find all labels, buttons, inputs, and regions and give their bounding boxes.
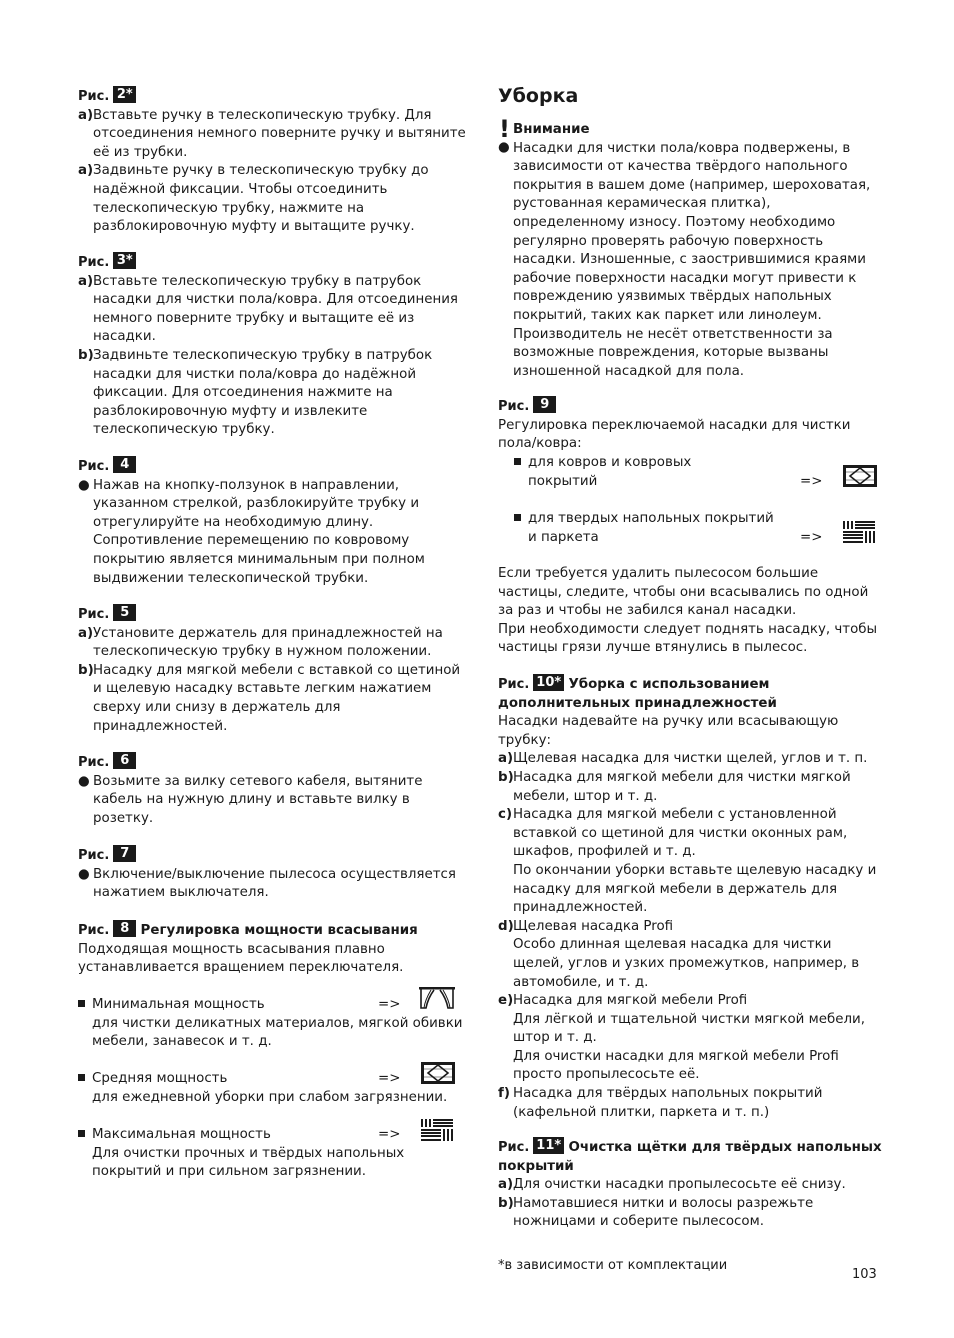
square-bullet <box>514 514 521 521</box>
figure-label: Рис. <box>498 1140 530 1155</box>
arrow-text: => <box>378 1071 401 1086</box>
figure-number-badge: 6 <box>113 752 136 769</box>
step-text: Насадка для мягкой мебели с установленной вставкой со щетиной для чистки оконных рам, шкафов, профилей и т. д. <box>513 807 848 860</box>
square-bullet <box>78 1074 85 1081</box>
step-marker: c) <box>498 807 513 823</box>
step-text: Щелевая насадка Profi <box>513 918 674 934</box>
step-text-extra: Для очистки насадки для мягкой мебели Profi просто пропылесосьте её. <box>513 1048 839 1083</box>
figure-label: Рис. <box>78 459 110 474</box>
figure-title: Регулировка мощности всасывания <box>140 923 418 938</box>
figure-number-badge: 10* <box>533 674 564 691</box>
step-marker: f) <box>498 1086 510 1102</box>
figure-11-section <box>498 1137 882 1232</box>
figure-9-section <box>498 396 882 454</box>
step-text: Щелевая насадка для чистки щелей, углов и т. п. <box>513 751 868 767</box>
step-item <box>78 273 470 347</box>
bullet-item <box>78 866 470 903</box>
figure-number-badge: 3* <box>113 252 136 269</box>
option-line-1: для ковров и ковровых <box>528 455 692 470</box>
power-level-min <box>78 996 470 1052</box>
step-item <box>498 1195 882 1232</box>
nozzle-notes <box>498 565 882 658</box>
step-item <box>78 347 470 440</box>
step-marker: a) <box>78 107 94 123</box>
step-marker: a) <box>78 163 94 179</box>
arrow-text: => <box>378 997 401 1012</box>
figure-7-section <box>78 845 470 903</box>
step-text-extra: Для лёгкой и тщательной чистки мягкой мебели, штор и т. д. <box>513 1011 865 1046</box>
figure-number-badge: 5 <box>113 604 136 621</box>
bullet-text: Нажав на кнопку-ползунок в направлении, указанном стрелкой, разблокируйте трубку и отрегулируйте на необходимую длину. Сопротивление перемещению по ковровому покрытию является минимальным при полном выдвижении телескопической трубки. <box>93 477 425 586</box>
arrow-text: => <box>800 474 823 489</box>
paragraph: При необходимости следует поднять насадку, чтобы частицы грязи лучше втянулись в пылесос. <box>498 621 878 656</box>
power-level-description: Для очистки прочных и твёрдых напольных покрытий и при сильном загрязнении. <box>92 1145 405 1180</box>
bullet-text: Возьмите за вилку сетевого кабеля, вытяните кабель на нужную длину и вставьте вилку в розетку. <box>93 773 423 826</box>
figure-number-badge: 11* <box>533 1137 564 1154</box>
bullet-text: Включение/выключение пылесоса осуществляется нажатием выключателя. <box>93 866 456 901</box>
step-text: Для очистки насадки пропылесосьте её снизу. <box>513 1177 846 1193</box>
step-text: Вставьте ручку в телескопическую трубку. Для отсоединения немного поверните ручку и вытяните её из трубки. <box>93 107 466 160</box>
section-heading: Уборка <box>498 85 579 107</box>
warning-title: Внимание <box>513 122 590 137</box>
step-item <box>498 918 882 992</box>
step-text: Намотавшиеся нитки и волосы разрежьте ножницами и соберите пылесосом. <box>513 1195 814 1230</box>
nozzle-option-hard-floor <box>498 510 874 547</box>
power-level-label: Максимальная мощность <box>92 1127 271 1142</box>
step-marker: b) <box>78 662 94 678</box>
figure-title: Уборка с использованием <box>568 677 770 692</box>
step-text: Насадка для твёрдых напольных покрытий (кафельной плитки, паркета и т. п.) <box>513 1086 823 1120</box>
bullet-item <box>78 773 470 829</box>
figure-label: Рис. <box>498 399 530 414</box>
arrow-text: => <box>800 530 823 545</box>
option-line-2: покрытий <box>528 473 598 489</box>
figure-number-badge: 8 <box>113 920 136 937</box>
figure-5-section <box>78 604 470 736</box>
option-line-2: и паркета <box>528 529 599 545</box>
figure-intro: Регулировка переключаемой насадки для чистки пола/ковра: <box>498 417 851 452</box>
step-text-extra: По окончании уборки вставьте щелевую насадку и насадку для мягкой мебели в держатель для принадлежностей. <box>513 862 877 916</box>
figure-4-section <box>78 456 470 588</box>
figure-6-section <box>78 752 470 828</box>
step-item <box>498 1085 882 1122</box>
step-marker: b) <box>498 769 514 785</box>
step-marker: e) <box>498 993 514 1009</box>
bullet-marker: ● <box>498 140 510 155</box>
figure-10-section <box>498 674 882 1122</box>
step-text: Насадка для мягкой мебели Profi <box>513 993 748 1009</box>
step-text: Насадку для мягкой мебели с вставкой со щетиной и щелевую насадку вставьте легким нажатием сверху или снизу в держатель для принадлежностей. <box>93 662 461 734</box>
step-text: Задвиньте телескопическую трубку в патрубок насадки для чистки пола/ковра до надёжной фиксации. Для отсоединения нажмите на разблокировочную муфту и извлеките телескопическую трубку. <box>93 347 433 438</box>
figure-label: Рис. <box>78 923 110 938</box>
nozzle-option-carpet <box>498 454 874 491</box>
step-text-extra: Особо длинная щелевая насадка для чистки щелей, углов и узких промежутков, например, в автомобиле, и т. д. <box>513 937 860 990</box>
step-text: Задвиньте ручку в телескопическую трубку до надёжной фиксации. Чтобы отсоединить телескопическую трубку, нажмите на разблокировочную муфту и вытащите ручку. <box>93 163 429 235</box>
step-marker: a) <box>498 1177 514 1193</box>
square-bullet <box>78 1130 85 1137</box>
step-marker: a) <box>498 751 514 767</box>
power-level-max <box>78 1126 470 1182</box>
hard-floor-icon <box>842 520 876 544</box>
figure-label: Рис. <box>78 607 110 622</box>
warning-body <box>498 121 882 381</box>
figure-title-line-2: покрытий <box>498 1158 574 1174</box>
curtain-icon <box>418 986 456 1010</box>
paragraph: Если требуется удалить пылесосом большие частицы, следите, чтобы они всасывались по одной за раз и чтобы не забился канал насадки. <box>498 566 869 619</box>
page-number: 103 <box>852 1267 877 1282</box>
step-marker: a) <box>78 625 94 641</box>
step-marker: b) <box>78 347 94 363</box>
step-marker: d) <box>498 918 514 934</box>
step-item <box>498 769 882 806</box>
step-item <box>78 625 470 662</box>
power-level-label: Минимальная мощность <box>92 997 265 1012</box>
figure-label: Рис. <box>78 89 110 104</box>
step-text: Вставьте телескопическую трубку в патрубок насадки для чистки пола/ковра. Для отсоединения немного поверните трубку и вытащите её из насадки. <box>93 273 458 345</box>
step-item <box>78 662 470 736</box>
bullet-marker: ● <box>78 477 90 493</box>
figure-number-badge: 9 <box>533 396 556 413</box>
step-marker: a) <box>78 273 94 289</box>
figure-number-badge: 7 <box>113 845 136 862</box>
bullet-item <box>78 477 470 589</box>
power-level-medium <box>78 1070 470 1107</box>
option-line-1: для твердых напольных покрытий <box>528 511 774 526</box>
figure-title-line-2: дополнительных принадлежностей <box>498 695 777 711</box>
square-bullet <box>78 1000 85 1007</box>
step-item <box>498 992 882 1085</box>
carpet-diamond-icon <box>842 464 878 488</box>
arrow-text: => <box>378 1127 401 1142</box>
step-item <box>498 750 882 769</box>
figure-intro: Подходящая мощность всасывания плавно устанавливается вращением переключателя. <box>78 941 404 976</box>
step-item <box>78 107 470 163</box>
step-item <box>498 1176 882 1195</box>
figure-label: Рис. <box>78 848 110 863</box>
figure-label: Рис. <box>78 755 110 770</box>
step-text: Насадка для мягкой мебели для чистки мягкой мебели, штор и т. д. <box>513 769 851 804</box>
figure-3-section <box>78 252 470 440</box>
carpet-diamond-icon <box>420 1061 456 1085</box>
power-level-description: для чистки деликатных материалов, мягкой обивки мебели, занавесок и т. д. <box>92 1015 463 1050</box>
warning-icon: ! <box>499 115 510 143</box>
figure-8-section <box>78 920 470 978</box>
footnote: *в зависимости от комплектации <box>498 1258 728 1273</box>
bullet-marker: ● <box>78 866 90 882</box>
step-item <box>498 806 882 918</box>
square-bullet <box>514 458 521 465</box>
figure-number-badge: 4 <box>113 456 136 473</box>
figure-title: Очистка щётки для твёрдых напольных <box>568 1140 882 1155</box>
step-marker: b) <box>498 1195 514 1211</box>
power-level-label: Средняя мощность <box>92 1071 228 1086</box>
hard-floor-icon <box>420 1118 454 1142</box>
figure-number-badge: 2* <box>113 86 136 103</box>
figure-2-section <box>78 86 470 237</box>
step-text: Установите держатель для принадлежностей на телескопическую трубку в нужном положении. <box>93 625 443 660</box>
power-level-description: для ежедневной уборки при слабом загрязнении. <box>92 1089 448 1105</box>
warning-block <box>498 115 882 381</box>
figure-label: Рис. <box>498 677 530 692</box>
figure-label: Рис. <box>78 255 110 270</box>
bullet-marker: ● <box>78 773 90 789</box>
step-item <box>78 162 470 236</box>
warning-text: Насадки для чистки пола/ковра подвержены, в зависимости от качества твёрдого напольного покрытия в вашем доме (например, шероховатая, рустованная керамическая плитка), определенному износу. Поэтому необходимо регулярно проверять рабочую поверхность насадки. Изношенные, с заострившимися краями рабочие поверхности насадки могут привести к повреждению уязвимых твёрдых напольных покрытий, таких как паркет или линолеум. Производитель не несёт ответственности за возможные повреждения, которые вызваны изношенной насадкой для пола. <box>513 140 871 379</box>
figure-intro: Насадки надевайте на ручку или всасывающую трубку: <box>498 714 839 748</box>
